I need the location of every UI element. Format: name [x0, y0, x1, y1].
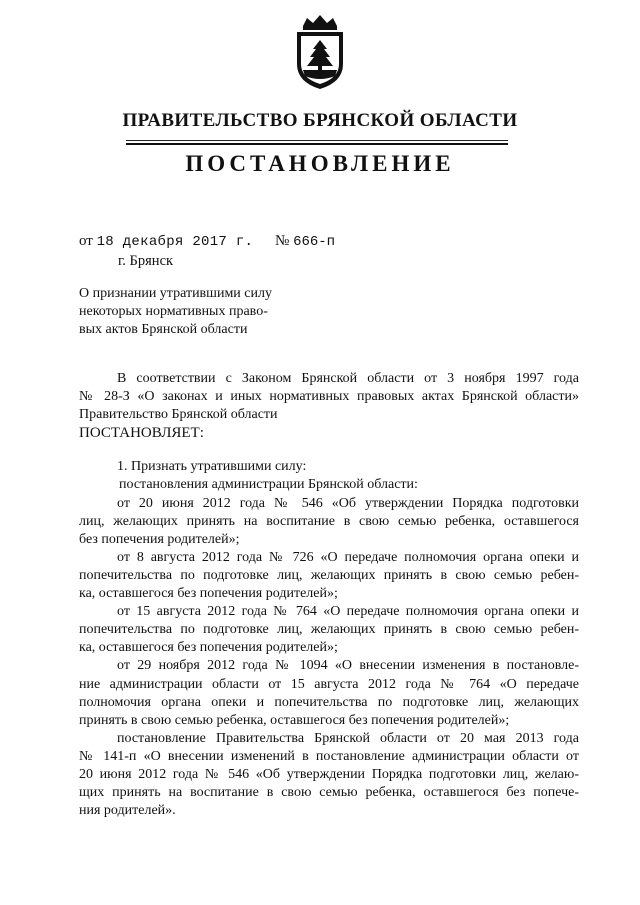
date-value: 18 декабря 2017 г. [96, 234, 254, 250]
document-number [275, 233, 335, 250]
entry-line: лиц, желающих принять на воспитание в свою семью ребенка, оставшегося [79, 513, 579, 529]
subject-line: О признании утратившими силу [79, 286, 272, 301]
header-rule-thick [126, 143, 508, 145]
city: г. Брянск [118, 253, 174, 269]
document-type: ПОСТАНОВЛЕНИЕ [185, 151, 455, 176]
entry-line: от 29 ноября 2012 года № 1094 «О внесении изменения в постановле- [117, 658, 579, 674]
government-title: ПРАВИТЕЛЬСТВО БРЯНСКОЙ ОБЛАСТИ [122, 110, 518, 131]
entry-line: от 20 июня 2012 года № 546 «Об утверждении Порядка подготовки [117, 495, 579, 511]
document-body [79, 370, 579, 820]
number-prefix: № [275, 233, 290, 249]
entry-line: от 8 августа 2012 года № 726 «О передаче полномочия органа опеки и [117, 549, 579, 565]
preamble-line: В соответствии с Законом Брянской области от 3 ноября 1997 года [117, 371, 579, 386]
entry-line: попечительства по подготовке лиц, желающих принять в свою семью ребен- [79, 567, 579, 583]
entry-line: полномочия органа опеки и попечительства по подготовке лиц, желающих [79, 694, 579, 710]
item-subheading: постановления администрации Брянской области: [119, 477, 418, 493]
entry-line: ние администрации области от 15 августа 2012 года № 764 «О передаче [79, 676, 579, 692]
resolves-word: ПОСТАНОВЛЯЕТ: [79, 425, 204, 442]
subject-line: некоторых нормативных право- [79, 304, 268, 319]
document-subject [79, 285, 304, 339]
entry-line: от 15 августа 2012 года № 764 «О передаче полномочия органа опеки и [117, 604, 579, 620]
document-date [79, 233, 253, 250]
header-rule-thin [126, 140, 508, 141]
entry-line: постановление Правительства Брянской области от 20 мая 2013 года [117, 730, 579, 746]
entry-line: 20 июня 2012 года № 546 «Об утверждении Порядка подготовки лиц, желаю- [79, 766, 579, 782]
entry-line: без попечения родителей»; [79, 531, 240, 547]
entry-line: щих принять на воспитание в свою семью ребенка, оставшегося без попече- [79, 785, 579, 801]
entry-line: № 141-п «О внесении изменений в постановление администрации области от [79, 748, 579, 764]
preamble-line: Правительство Брянской области [79, 407, 278, 423]
item-heading: 1. Признать утратившими силу: [117, 459, 307, 475]
entry-line: принять в свою семью ребенка, оставшегося без попечения родителей»; [79, 712, 510, 728]
entry-line: ка, оставшегося без попечения родителей»; [79, 586, 338, 602]
entry-line: попечительства по подготовке лиц, желающих принять в свою семью ребен- [79, 622, 579, 638]
coat-of-arms-icon [289, 12, 351, 92]
subject-line: вых актов Брянской области [79, 322, 248, 337]
number-value: 666-п [293, 234, 336, 250]
date-prefix: от [79, 233, 93, 249]
entry-line: ния родителей». [79, 803, 176, 819]
preamble-line: № 28-З «О законах и иных нормативных правовых актах Брянской области» [79, 389, 579, 405]
entry-line: ка, оставшегося без попечения родителей»; [79, 640, 338, 656]
